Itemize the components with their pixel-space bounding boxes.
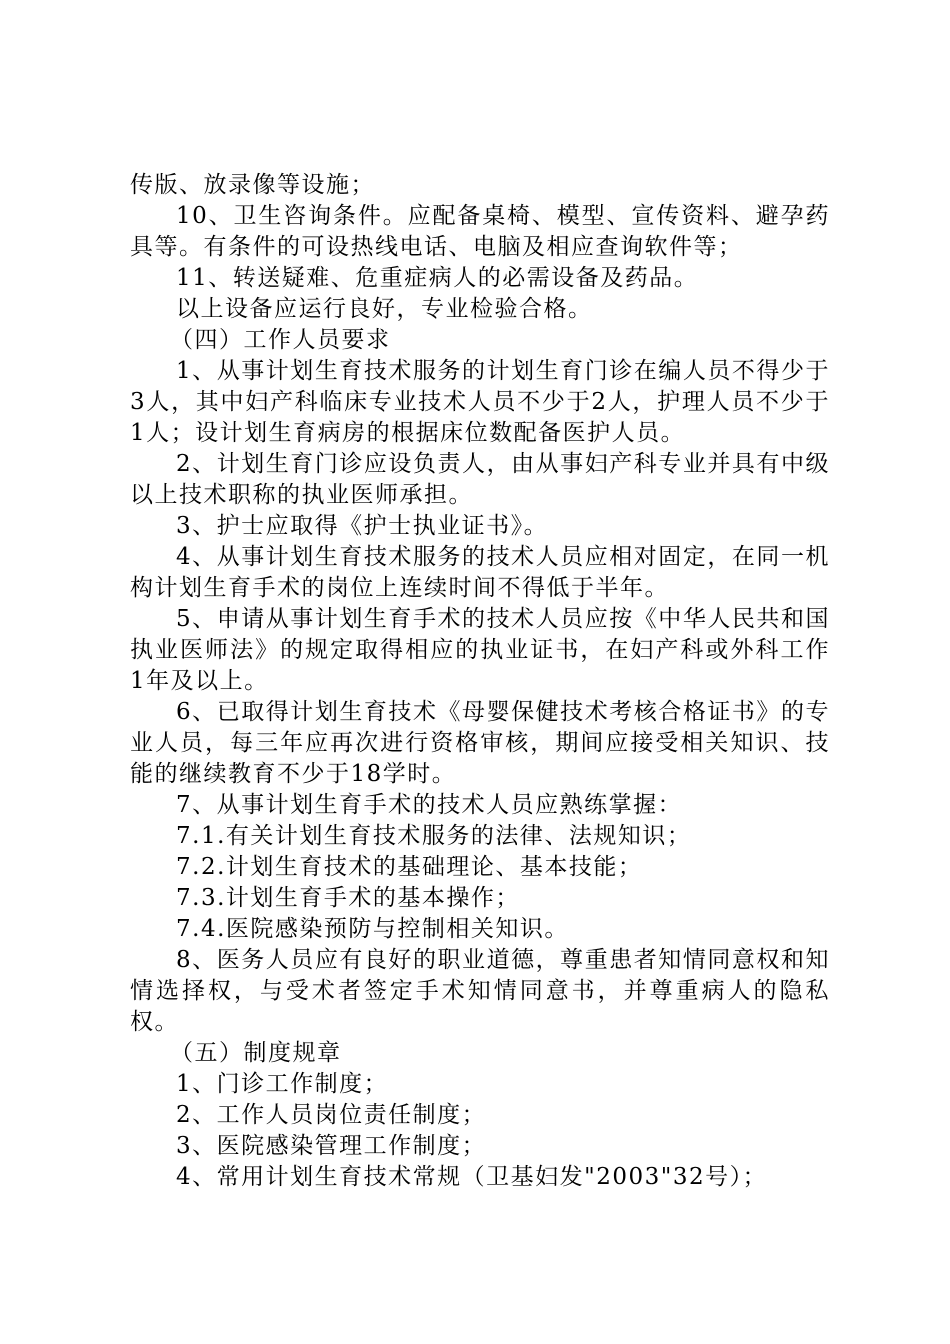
paragraph-staff-7: 7、从事计划生育手术的技术人员应熟练掌握：	[176, 792, 683, 818]
paragraph-staff-7-3: 7.3.计划生育手术的基本操作；	[176, 885, 520, 911]
paragraph-rules-2: 2、工作人员岗位责任制度；	[176, 1102, 487, 1128]
paragraph-equipment-note: 以上设备应运行良好，专业检验合格。	[176, 296, 593, 322]
paragraph-rules-3: 3、医院感染管理工作制度；	[176, 1133, 487, 1159]
document-body	[130, 170, 830, 1193]
paragraph-staff-7-2: 7.2.计划生育技术的基础理论、基本技能；	[176, 854, 643, 880]
section-heading-staff-requirements: （四）工作人员要求	[170, 327, 391, 353]
paragraph-rules-4: 4、常用计划生育技术常规（卫基妇发"2003"32号）；	[176, 1164, 768, 1190]
paragraph-staff-2: 2、计划生育门诊应设负责人，由从事妇产科专业并具有中级以上技术职称的执业医师承担。	[130, 451, 830, 508]
section-heading-rules: （五）制度规章	[170, 1040, 342, 1066]
paragraph-continuation: 传版、放录像等设施；	[130, 172, 375, 198]
paragraph-staff-7-4: 7.4.医院感染预防与控制相关知识。	[176, 916, 569, 942]
paragraph-staff-5: 5、申请从事计划生育手术的技术人员应按《中华人民共和国执业医师法》的规定取得相应的执业证书，在妇产科或外科工作1年及以上。	[130, 606, 830, 694]
paragraph-staff-3: 3、护士应取得《护士执业证书》。	[176, 513, 549, 539]
paragraph-rules-1: 1、门诊工作制度；	[176, 1071, 389, 1097]
paragraph-staff-7-1: 7.1.有关计划生育技术服务的法律、法规知识；	[176, 823, 692, 849]
paragraph-staff-8: 8、医务人员应有良好的职业道德，尊重患者知情同意权和知情选择权，与受术者签定手术知情同意书，并尊重病人的隐私权。	[130, 947, 830, 1035]
paragraph-staff-1: 1、从事计划生育技术服务的计划生育门诊在编人员不得少于3人，其中妇产科临床专业技术人员不少于2人，护理人员不少于1人；设计划生育病房的根据床位数配备医护人员。	[130, 358, 830, 446]
paragraph-item-11: 11、转送疑难、危重症病人的必需设备及药品。	[176, 265, 699, 291]
paragraph-staff-6: 6、已取得计划生育技术《母婴保健技术考核合格证书》的专业人员，每三年应再次进行资格审核，期间应接受相关知识、技能的继续教育不少于18学时。	[130, 699, 830, 787]
paragraph-staff-4: 4、从事计划生育技术服务的技术人员应相对固定，在同一机构计划生育手术的岗位上连续时间不得低于半年。	[130, 544, 830, 601]
paragraph-item-10: 10、卫生咨询条件。应配备桌椅、模型、宣传资料、避孕药具等。有条件的可设热线电话、电脑及相应查询软件等；	[130, 203, 830, 260]
